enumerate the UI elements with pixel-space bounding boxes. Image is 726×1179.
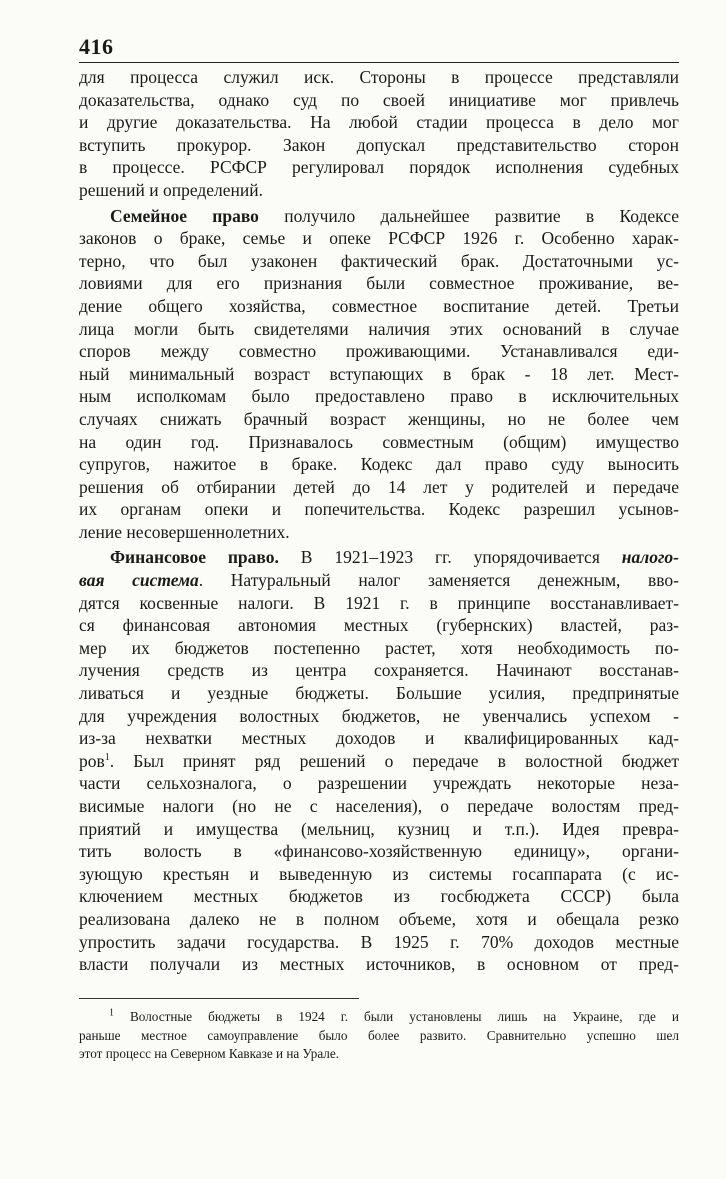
footnote-separator (79, 998, 359, 999)
text-line: супругов, нажитое в браке. Кодекс дал право суду выносить (79, 454, 679, 475)
text-line: ление несовершеннолетних. (79, 521, 290, 542)
footnote-line: $^1$ Волостные бюджеты в 1924 г. были установлены лишь на Украине, где и (109, 1007, 679, 1024)
text-line: дение общего хозяйства, совместное воспитание детей. Третьи (79, 295, 679, 316)
paragraph-financial-law (79, 546, 679, 975)
footnote-mark: 1 (109, 1007, 114, 1019)
text-line: тить волость в «финансово-хозяйственную единицу», органи- (79, 841, 679, 862)
text-line: в процессе. РСФСР регулировал порядок исполнения судебных (79, 157, 679, 178)
text-line: ся финансовая автономия местных (губернских) властей, раз- (79, 615, 679, 636)
header-rule (79, 62, 679, 63)
section-heading-financial-law: Финансовое право. (110, 547, 279, 568)
text-line: ным исполкомам было предоставлено право в исключительных (79, 386, 679, 407)
text-line: мер их бюджетов постепенно растет, хотя необходимость по- (79, 637, 679, 658)
text-line: доказательства, однако суд по своей инициативе мог привлечь (79, 89, 679, 110)
paragraph-continuation (79, 66, 679, 202)
text-line: дятся косвенные налоги. В 1921 г. в принципе восстанавливает- (79, 592, 679, 613)
text-line: для процесса служил иск. Стороны в процессе представляли (79, 67, 679, 87)
text-line: решения об отбирании детей до 14 лет у родителей и передаче (79, 476, 679, 497)
paragraph-family-law (79, 205, 679, 544)
text-line: споров между совместно проживающими. Устанавливался еди- (79, 341, 679, 362)
footnote-line: раньше местное самоуправление было более развито. Сравнительно успешно шел (79, 1027, 679, 1043)
text-line: Семейное право получило дальнейшее развитие в Кодексе (110, 205, 679, 226)
text-line: приятий и имущества (мельниц, кузниц и т.п.). Идея превра- (79, 818, 679, 839)
text-line: части сельхозналога, о разрешении учреждать некоторые неза- (79, 773, 679, 794)
footnote (79, 1008, 679, 1064)
text-line: их органам опеки и попечительства. Кодекс разрешил усынов- (79, 499, 679, 520)
text-line: зующую крестьян и выведенную из системы госаппарата (с ис- (79, 863, 679, 884)
section-heading-family-law: Семейное право (110, 205, 259, 226)
text-line: на один год. Признавалось совместным (общим) имущество (79, 431, 679, 452)
text-line: лучения средств из центра сохраняется. Начинают восстанав- (79, 660, 679, 681)
emphasis-term: налого- (621, 547, 679, 568)
footnote-reference[interactable]: 1 (104, 751, 110, 763)
emphasis-term: вая система (79, 570, 199, 591)
text-line: ров$^1$. Был принят ряд решений о передаче в волостной бюджет (79, 750, 679, 771)
text-line: ливаться и уездные бюджеты. Большие усилия, предпринятые (79, 683, 679, 704)
text-line: решений и определений. (79, 179, 264, 200)
body-text (79, 66, 679, 976)
text-line: ный минимальный возраст вступающих в брак - 18 лет. Мест- (79, 363, 679, 384)
text-line: ловиями для его признания были совместное проживание, ве- (79, 273, 679, 294)
text-line: ключением местных бюджетов из госбюджета СССР) была (79, 886, 679, 907)
footnote-line: этот процесс на Северном Кавказе и на Урале. (79, 1046, 340, 1061)
text-line: законов о браке, семье и опеке РСФСР 1926 г. Особенно харак- (79, 228, 679, 249)
text-line: терно, что был узаконен фактический брак. Достаточными ус- (79, 250, 679, 271)
text-line: упростить задачи государства. В 1925 г. 70% доходов местные (79, 931, 679, 952)
text-line: висимые налоги (но не с населения), о передаче волостям пред- (79, 796, 679, 816)
text-line: вая система. Натуральный налог заменяется денежным, вво- (79, 570, 679, 591)
text-line: вступить прокурор. Закон допускал представительство сторон (79, 134, 679, 155)
text-line: власти получали из местных источников, в основном от пред- (79, 954, 679, 975)
text-line: из-за нехватки местных доходов и квалифицированных кад- (79, 728, 679, 749)
text-line: для учреждения волостных бюджетов, не увенчались успехом - (79, 705, 679, 726)
text-line: Финансовое право. В 1921–1923 гг. упорядочивается налого- (110, 547, 679, 568)
page-number: 416 (79, 34, 114, 59)
text-line: реализована далеко не в полном объеме, хотя и обещала резко (79, 908, 679, 929)
text-line: и другие доказательства. На любой стадии процесса в дело мог (79, 112, 679, 133)
text-line: лица могли быть свидетелями наличия этих оснований в случае (79, 318, 679, 339)
text-line: случаях снижать брачный возраст женщины, но не более чем (79, 408, 679, 429)
